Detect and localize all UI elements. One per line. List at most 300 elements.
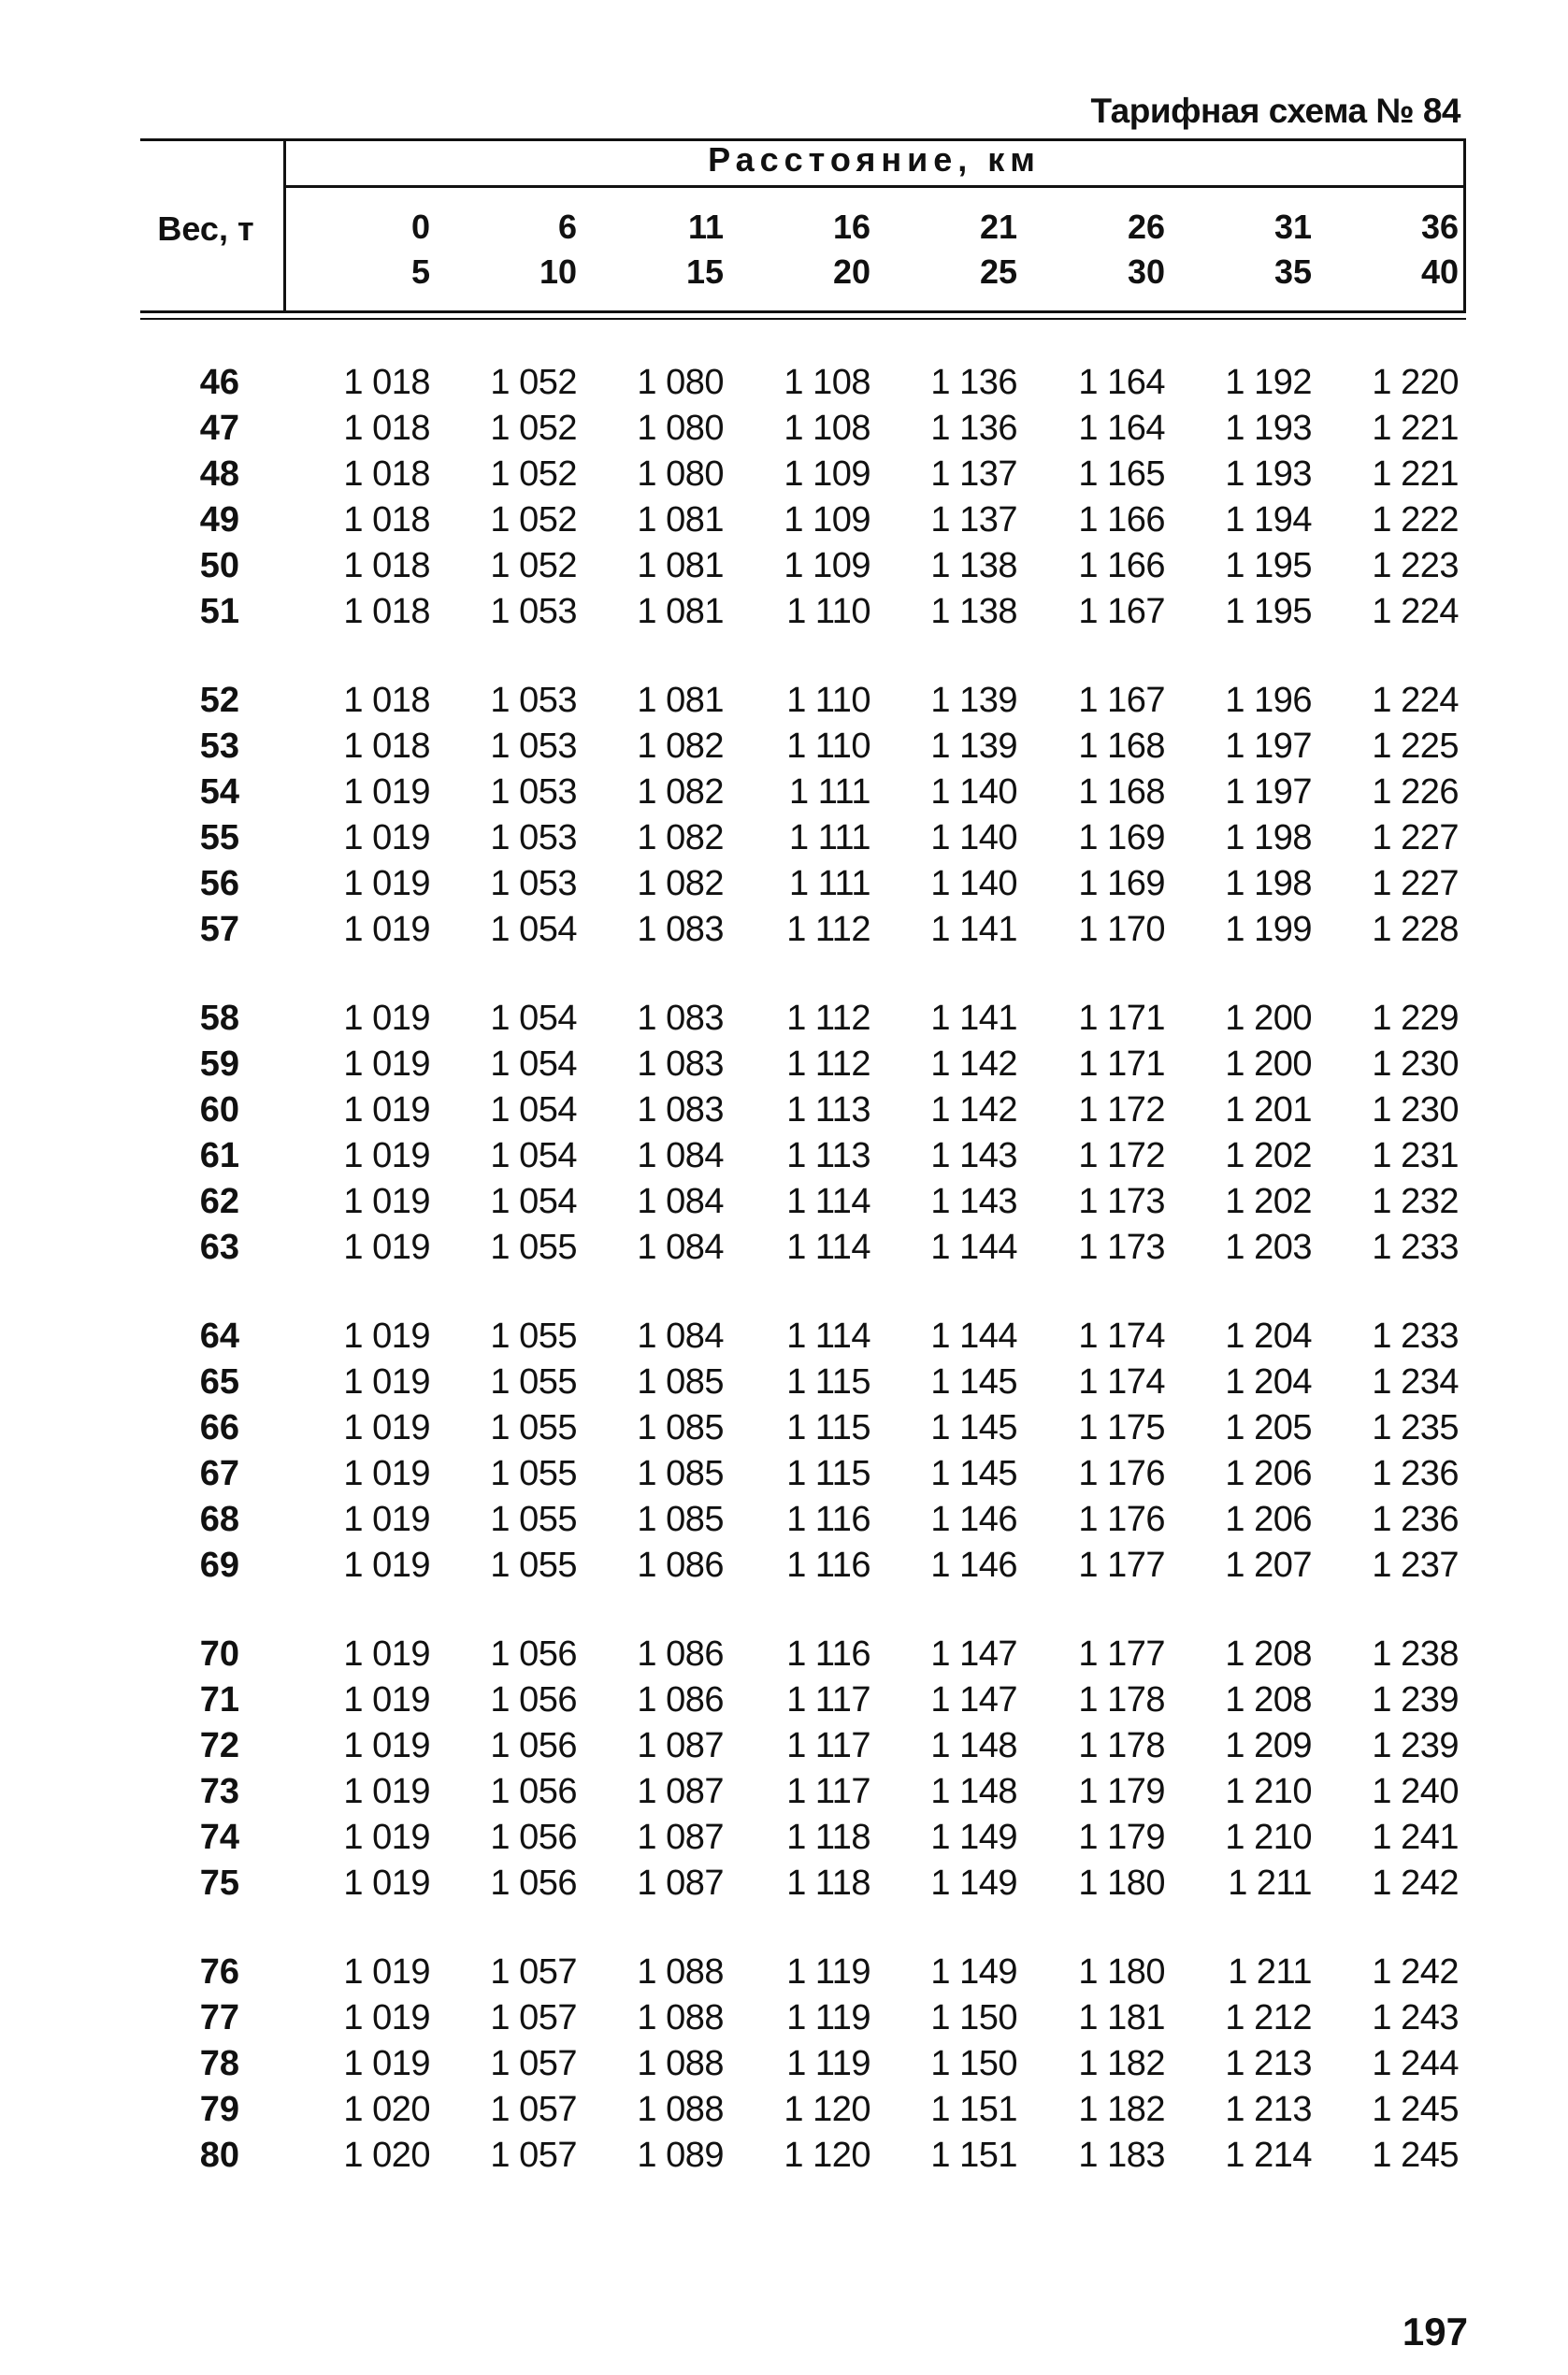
- tariff-cell: 1 019: [343, 1317, 430, 1356]
- distance-range-to: 5: [410, 252, 430, 291]
- tariff-cell: 1 052: [490, 363, 577, 402]
- tariff-cell: 1 108: [784, 409, 870, 448]
- tariff-cell: 1 052: [490, 500, 577, 540]
- tariff-cell: 1 180: [1078, 1864, 1165, 1903]
- tariff-cell: 1 085: [637, 1408, 724, 1447]
- tariff-cell: 1 165: [1078, 454, 1165, 494]
- distance-header-rule: [285, 185, 1466, 188]
- tariff-cell: 1 053: [490, 681, 577, 720]
- tariff-cell: 1 085: [637, 1500, 724, 1539]
- weight-cell: 80: [199, 2136, 239, 2175]
- tariff-cell: 1 115: [786, 1454, 870, 1493]
- tariff-cell: 1 239: [1372, 1726, 1459, 1765]
- tariff-cell: 1 221: [1372, 454, 1459, 494]
- weight-cell: 67: [199, 1454, 239, 1493]
- tariff-cell: 1 081: [637, 592, 724, 631]
- tariff-cell: 1 056: [490, 1680, 577, 1720]
- tariff-cell: 1 019: [343, 1680, 430, 1720]
- tariff-cell: 1 196: [1225, 681, 1312, 720]
- tariff-cell: 1 179: [1078, 1818, 1165, 1857]
- tariff-cell: 1 240: [1372, 1772, 1459, 1811]
- tariff-cell: 1 145: [930, 1454, 1017, 1493]
- weight-cell: 61: [199, 1136, 239, 1175]
- distance-range-to: 35: [1273, 252, 1312, 291]
- tariff-cell: 1 147: [930, 1680, 1017, 1720]
- distance-range-from: 16: [832, 208, 870, 246]
- tariff-cell: 1 172: [1078, 1090, 1165, 1130]
- tariff-cell: 1 193: [1225, 454, 1312, 494]
- tariff-cell: 1 236: [1372, 1500, 1459, 1539]
- tariff-cell: 1 176: [1078, 1500, 1165, 1539]
- tariff-cell: 1 140: [930, 772, 1017, 812]
- tariff-cell: 1 199: [1225, 910, 1312, 949]
- tariff-cell: 1 054: [490, 1044, 577, 1084]
- tariff-cell: 1 019: [343, 1998, 430, 2037]
- tariff-cell: 1 213: [1225, 2044, 1312, 2083]
- tariff-cell: 1 227: [1372, 818, 1459, 857]
- tariff-cell: 1 144: [930, 1317, 1017, 1356]
- distance-range-to: 30: [1127, 252, 1165, 291]
- tariff-cell: 1 177: [1078, 1634, 1165, 1674]
- tariff-cell: 1 164: [1078, 363, 1165, 402]
- tariff-cell: 1 082: [637, 727, 724, 766]
- tariff-cell: 1 082: [637, 772, 724, 812]
- weight-cell: 50: [199, 546, 239, 585]
- tariff-cell: 1 137: [930, 454, 1017, 494]
- tariff-cell: 1 111: [789, 772, 870, 812]
- tariff-cell: 1 056: [490, 1864, 577, 1903]
- tariff-cell: 1 055: [490, 1362, 577, 1402]
- tariff-cell: 1 053: [490, 818, 577, 857]
- tariff-cell: 1 057: [490, 2090, 577, 2129]
- tariff-cell: 1 145: [930, 1408, 1017, 1447]
- tariff-cell: 1 200: [1225, 1044, 1312, 1084]
- tariff-cell: 1 054: [490, 910, 577, 949]
- distance-range-to: 25: [979, 252, 1017, 291]
- tariff-cell: 1 148: [930, 1772, 1017, 1811]
- tariff-cell: 1 119: [786, 1952, 870, 1992]
- tariff-cell: 1 205: [1225, 1408, 1312, 1447]
- tariff-cell: 1 149: [930, 1864, 1017, 1903]
- weight-cell: 60: [199, 1090, 239, 1130]
- tariff-cell: 1 110: [786, 592, 870, 631]
- tariff-cell: 1 197: [1225, 727, 1312, 766]
- tariff-cell: 1 181: [1078, 1998, 1165, 2037]
- tariff-cell: 1 083: [637, 1044, 724, 1084]
- tariff-cell: 1 083: [637, 910, 724, 949]
- tariff-cell: 1 110: [786, 727, 870, 766]
- schema-title: Тарифная схема № 84: [1090, 92, 1460, 130]
- tariff-cell: 1 244: [1372, 2044, 1459, 2083]
- tariff-cell: 1 053: [490, 727, 577, 766]
- tariff-cell: 1 080: [637, 454, 724, 494]
- tariff-cell: 1 143: [930, 1136, 1017, 1175]
- tariff-cell: 1 182: [1078, 2044, 1165, 2083]
- tariff-cell: 1 210: [1225, 1818, 1312, 1857]
- tariff-cell: 1 140: [930, 818, 1017, 857]
- tariff-cell: 1 230: [1372, 1090, 1459, 1130]
- tariff-cell: 1 176: [1078, 1454, 1165, 1493]
- tariff-cell: 1 178: [1078, 1726, 1165, 1765]
- distance-range-from: 6: [557, 208, 577, 246]
- weight-cell: 71: [199, 1680, 239, 1720]
- tariff-cell: 1 147: [930, 1634, 1017, 1674]
- weight-cell: 68: [199, 1500, 239, 1539]
- tariff-cell: 1 183: [1078, 2136, 1165, 2175]
- tariff-cell: 1 089: [637, 2136, 724, 2175]
- tariff-cell: 1 080: [637, 409, 724, 448]
- tariff-cell: 1 083: [637, 1090, 724, 1130]
- weight-cell: 46: [199, 363, 239, 402]
- tariff-cell: 1 138: [930, 546, 1017, 585]
- tariff-cell: 1 057: [490, 1952, 577, 1992]
- tariff-cell: 1 194: [1225, 500, 1312, 540]
- tariff-cell: 1 193: [1225, 409, 1312, 448]
- tariff-cell: 1 139: [930, 681, 1017, 720]
- tariff-cell: 1 019: [343, 864, 430, 903]
- tariff-cell: 1 019: [343, 1546, 430, 1585]
- tariff-cell: 1 142: [930, 1044, 1017, 1084]
- tariff-cell: 1 138: [930, 592, 1017, 631]
- tariff-cell: 1 084: [637, 1136, 724, 1175]
- distance-range-from: 21: [979, 208, 1017, 246]
- tariff-cell: 1 144: [930, 1228, 1017, 1267]
- tariff-cell: 1 149: [930, 1952, 1017, 1992]
- weight-cell: 47: [199, 409, 239, 448]
- tariff-cell: 1 166: [1078, 546, 1165, 585]
- page-number: 197: [1402, 2310, 1468, 2353]
- tariff-cell: 1 056: [490, 1772, 577, 1811]
- tariff-cell: 1 221: [1372, 409, 1459, 448]
- tariff-cell: 1 145: [930, 1362, 1017, 1402]
- tariff-cell: 1 082: [637, 818, 724, 857]
- tariff-cell: 1 019: [343, 1726, 430, 1765]
- tariff-cell: 1 242: [1372, 1864, 1459, 1903]
- tariff-cell: 1 118: [786, 1818, 870, 1857]
- tariff-cell: 1 056: [490, 1726, 577, 1765]
- tariff-cell: 1 114: [786, 1228, 870, 1267]
- tariff-cell: 1 231: [1372, 1136, 1459, 1175]
- distance-range-to: 10: [539, 252, 577, 291]
- weight-cell: 57: [199, 910, 239, 949]
- tariff-cell: 1 115: [786, 1408, 870, 1447]
- tariff-cell: 1 209: [1225, 1726, 1312, 1765]
- tariff-cell: 1 150: [930, 2044, 1017, 2083]
- weight-cell: 53: [199, 727, 239, 766]
- tariff-cell: 1 149: [930, 1818, 1017, 1857]
- tariff-cell: 1 088: [637, 2044, 724, 2083]
- tariff-cell: 1 223: [1372, 546, 1459, 585]
- tariff-cell: 1 081: [637, 500, 724, 540]
- tariff-cell: 1 164: [1078, 409, 1165, 448]
- tariff-cell: 1 136: [930, 409, 1017, 448]
- tariff-cell: 1 056: [490, 1634, 577, 1674]
- weight-cell: 64: [199, 1317, 239, 1356]
- tariff-cell: 1 086: [637, 1634, 724, 1674]
- distance-range-from: 31: [1273, 208, 1312, 246]
- tariff-cell: 1 019: [343, 1362, 430, 1402]
- weight-cell: 79: [199, 2090, 239, 2129]
- weight-cell: 51: [199, 592, 239, 631]
- tariff-cell: 1 233: [1372, 1317, 1459, 1356]
- tariff-cell: 1 112: [786, 910, 870, 949]
- tariff-cell: 1 052: [490, 454, 577, 494]
- tariff-cell: 1 088: [637, 1998, 724, 2037]
- tariff-cell: 1 111: [789, 864, 870, 903]
- tariff-cell: 1 214: [1225, 2136, 1312, 2175]
- tariff-cell: 1 057: [490, 1998, 577, 2037]
- tariff-cell: 1 055: [490, 1454, 577, 1493]
- tariff-cell: 1 245: [1372, 2136, 1459, 2175]
- tariff-cell: 1 113: [786, 1136, 870, 1175]
- tariff-cell: 1 137: [930, 500, 1017, 540]
- tariff-cell: 1 087: [637, 1818, 724, 1857]
- distance-range-from: 26: [1127, 208, 1165, 246]
- tariff-cell: 1 019: [343, 1044, 430, 1084]
- weight-cell: 62: [199, 1182, 239, 1221]
- tariff-cell: 1 208: [1225, 1680, 1312, 1720]
- tariff-cell: 1 086: [637, 1680, 724, 1720]
- tariff-cell: 1 081: [637, 681, 724, 720]
- tariff-cell: 1 019: [343, 772, 430, 812]
- table-right-border: [1463, 138, 1466, 312]
- tariff-cell: 1 211: [1228, 1864, 1312, 1903]
- tariff-cell: 1 212: [1225, 1998, 1312, 2037]
- tariff-cell: 1 108: [784, 363, 870, 402]
- tariff-cell: 1 018: [343, 727, 430, 766]
- tariff-cell: 1 018: [343, 592, 430, 631]
- weight-header: Вес, т: [157, 209, 254, 248]
- tariff-cell: 1 111: [789, 818, 870, 857]
- weight-cell: 72: [199, 1726, 239, 1765]
- weight-cell: 55: [199, 818, 239, 857]
- tariff-cell: 1 227: [1372, 864, 1459, 903]
- tariff-cell: 1 174: [1078, 1317, 1165, 1356]
- tariff-cell: 1 213: [1225, 2090, 1312, 2129]
- tariff-cell: 1 136: [930, 363, 1017, 402]
- tariff-cell: 1 204: [1225, 1362, 1312, 1402]
- tariff-cell: 1 143: [930, 1182, 1017, 1221]
- tariff-cell: 1 224: [1372, 592, 1459, 631]
- tariff-cell: 1 109: [784, 500, 870, 540]
- tariff-cell: 1 142: [930, 1090, 1017, 1130]
- tariff-cell: 1 225: [1372, 727, 1459, 766]
- tariff-cell: 1 173: [1078, 1182, 1165, 1221]
- weight-cell: 66: [199, 1408, 239, 1447]
- tariff-cell: 1 208: [1225, 1634, 1312, 1674]
- tariff-cell: 1 235: [1372, 1408, 1459, 1447]
- weight-cell: 73: [199, 1772, 239, 1811]
- tariff-cell: 1 019: [343, 1500, 430, 1539]
- tariff-cell: 1 228: [1372, 910, 1459, 949]
- tariff-cell: 1 019: [343, 1818, 430, 1857]
- weight-cell: 75: [199, 1864, 239, 1903]
- tariff-cell: 1 118: [786, 1864, 870, 1903]
- tariff-cell: 1 202: [1225, 1182, 1312, 1221]
- tariff-cell: 1 019: [343, 1182, 430, 1221]
- tariff-cell: 1 053: [490, 592, 577, 631]
- tariff-cell: 1 019: [343, 1772, 430, 1811]
- tariff-cell: 1 019: [343, 1136, 430, 1175]
- tariff-cell: 1 052: [490, 546, 577, 585]
- tariff-cell: 1 116: [786, 1500, 870, 1539]
- tariff-cell: 1 166: [1078, 500, 1165, 540]
- tariff-cell: 1 087: [637, 1864, 724, 1903]
- tariff-cell: 1 018: [343, 546, 430, 585]
- weight-cell: 70: [199, 1634, 239, 1674]
- tariff-cell: 1 195: [1225, 592, 1312, 631]
- tariff-cell: 1 019: [343, 1864, 430, 1903]
- tariff-cell: 1 117: [786, 1680, 870, 1720]
- tariff-cell: 1 168: [1078, 727, 1165, 766]
- tariff-cell: 1 148: [930, 1726, 1017, 1765]
- tariff-cell: 1 114: [786, 1317, 870, 1356]
- tariff-cell: 1 167: [1078, 681, 1165, 720]
- tariff-cell: 1 019: [343, 2044, 430, 2083]
- tariff-cell: 1 232: [1372, 1182, 1459, 1221]
- tariff-cell: 1 113: [786, 1090, 870, 1130]
- tariff-cell: 1 019: [343, 999, 430, 1038]
- distance-range-from: 36: [1420, 208, 1459, 246]
- tariff-cell: 1 177: [1078, 1546, 1165, 1585]
- tariff-cell: 1 141: [930, 999, 1017, 1038]
- tariff-cell: 1 167: [1078, 592, 1165, 631]
- tariff-cell: 1 056: [490, 1818, 577, 1857]
- tariff-cell: 1 169: [1078, 864, 1165, 903]
- distance-range-from: 0: [410, 208, 430, 246]
- tariff-cell: 1 018: [343, 454, 430, 494]
- tariff-cell: 1 019: [343, 1952, 430, 1992]
- tariff-cell: 1 170: [1078, 910, 1165, 949]
- tariff-cell: 1 019: [343, 818, 430, 857]
- tariff-cell: 1 086: [637, 1546, 724, 1585]
- tariff-cell: 1 139: [930, 727, 1017, 766]
- tariff-cell: 1 055: [490, 1546, 577, 1585]
- tariff-cell: 1 169: [1078, 818, 1165, 857]
- tariff-cell: 1 146: [930, 1500, 1017, 1539]
- tariff-cell: 1 201: [1225, 1090, 1312, 1130]
- tariff-cell: 1 198: [1225, 818, 1312, 857]
- tariff-cell: 1 207: [1225, 1546, 1312, 1585]
- tariff-cell: 1 088: [637, 2090, 724, 2129]
- tariff-cell: 1 084: [637, 1228, 724, 1267]
- tariff-cell: 1 053: [490, 864, 577, 903]
- tariff-cell: 1 210: [1225, 1772, 1312, 1811]
- tariff-cell: 1 080: [637, 363, 724, 402]
- tariff-cell: 1 116: [786, 1634, 870, 1674]
- tariff-cell: 1 175: [1078, 1408, 1165, 1447]
- tariff-cell: 1 019: [343, 1454, 430, 1493]
- tariff-cell: 1 120: [784, 2090, 870, 2129]
- tariff-cell: 1 018: [343, 681, 430, 720]
- weight-cell: 49: [199, 500, 239, 540]
- tariff-cell: 1 120: [784, 2136, 870, 2175]
- tariff-cell: 1 151: [930, 2090, 1017, 2129]
- tariff-cell: 1 229: [1372, 999, 1459, 1038]
- tariff-cell: 1 054: [490, 1182, 577, 1221]
- tariff-cell: 1 085: [637, 1454, 724, 1493]
- tariff-cell: 1 114: [786, 1182, 870, 1221]
- tariff-cell: 1 054: [490, 1136, 577, 1175]
- tariff-cell: 1 018: [343, 500, 430, 540]
- tariff-cell: 1 110: [786, 681, 870, 720]
- weight-cell: 58: [199, 999, 239, 1038]
- tariff-cell: 1 179: [1078, 1772, 1165, 1811]
- header-bottom-rule-1: [140, 310, 1466, 313]
- distance-range-from: 11: [687, 208, 724, 246]
- tariff-cell: 1 084: [637, 1182, 724, 1221]
- tariff-cell: 1 245: [1372, 2090, 1459, 2129]
- tariff-cell: 1 202: [1225, 1136, 1312, 1175]
- tariff-cell: 1 230: [1372, 1044, 1459, 1084]
- tariff-cell: 1 020: [343, 2136, 430, 2175]
- weight-cell: 59: [199, 1044, 239, 1084]
- tariff-cell: 1 112: [786, 1044, 870, 1084]
- tariff-cell: 1 198: [1225, 864, 1312, 903]
- tariff-cell: 1 140: [930, 864, 1017, 903]
- tariff-cell: 1 119: [786, 2044, 870, 2083]
- distance-range-to: 40: [1420, 252, 1459, 291]
- tariff-cell: 1 220: [1372, 363, 1459, 402]
- tariff-cell: 1 243: [1372, 1998, 1459, 2037]
- tariff-cell: 1 109: [784, 454, 870, 494]
- tariff-cell: 1 224: [1372, 681, 1459, 720]
- weight-cell: 54: [199, 772, 239, 812]
- tariff-cell: 1 180: [1078, 1952, 1165, 1992]
- tariff-cell: 1 112: [786, 999, 870, 1038]
- tariff-cell: 1 088: [637, 1952, 724, 1992]
- tariff-cell: 1 222: [1372, 500, 1459, 540]
- tariff-cell: 1 168: [1078, 772, 1165, 812]
- tariff-cell: 1 171: [1078, 1044, 1165, 1084]
- tariff-cell: 1 242: [1372, 1952, 1459, 1992]
- tariff-cell: 1 055: [490, 1500, 577, 1539]
- weight-cell: 74: [199, 1818, 239, 1857]
- tariff-cell: 1 146: [930, 1546, 1017, 1585]
- tariff-cell: 1 085: [637, 1362, 724, 1402]
- tariff-cell: 1 053: [490, 772, 577, 812]
- tariff-cell: 1 020: [343, 2090, 430, 2129]
- weight-cell: 56: [199, 864, 239, 903]
- tariff-cell: 1 018: [343, 409, 430, 448]
- tariff-cell: 1 234: [1372, 1362, 1459, 1402]
- tariff-cell: 1 200: [1225, 999, 1312, 1038]
- tariff-cell: 1 241: [1372, 1818, 1459, 1857]
- tariff-cell: 1 119: [786, 1998, 870, 2037]
- tariff-cell: 1 236: [1372, 1454, 1459, 1493]
- tariff-cell: 1 151: [930, 2136, 1017, 2175]
- tariff-cell: 1 019: [343, 910, 430, 949]
- tariff-cell: 1 087: [637, 1726, 724, 1765]
- tariff-cell: 1 109: [784, 546, 870, 585]
- tariff-cell: 1 083: [637, 999, 724, 1038]
- distance-header: Расстояние, км: [708, 140, 1041, 179]
- tariff-cell: 1 141: [930, 910, 1017, 949]
- weight-cell: 77: [199, 1998, 239, 2037]
- tariff-cell: 1 172: [1078, 1136, 1165, 1175]
- tariff-cell: 1 197: [1225, 772, 1312, 812]
- tariff-cell: 1 116: [786, 1546, 870, 1585]
- weight-cell: 76: [199, 1952, 239, 1992]
- tariff-cell: 1 019: [343, 1228, 430, 1267]
- tariff-cell: 1 182: [1078, 2090, 1165, 2129]
- tariff-cell: 1 019: [343, 1634, 430, 1674]
- tariff-cell: 1 115: [786, 1362, 870, 1402]
- tariff-cell: 1 055: [490, 1228, 577, 1267]
- tariff-cell: 1 150: [930, 1998, 1017, 2037]
- tariff-cell: 1 192: [1225, 363, 1312, 402]
- tariff-cell: 1 239: [1372, 1680, 1459, 1720]
